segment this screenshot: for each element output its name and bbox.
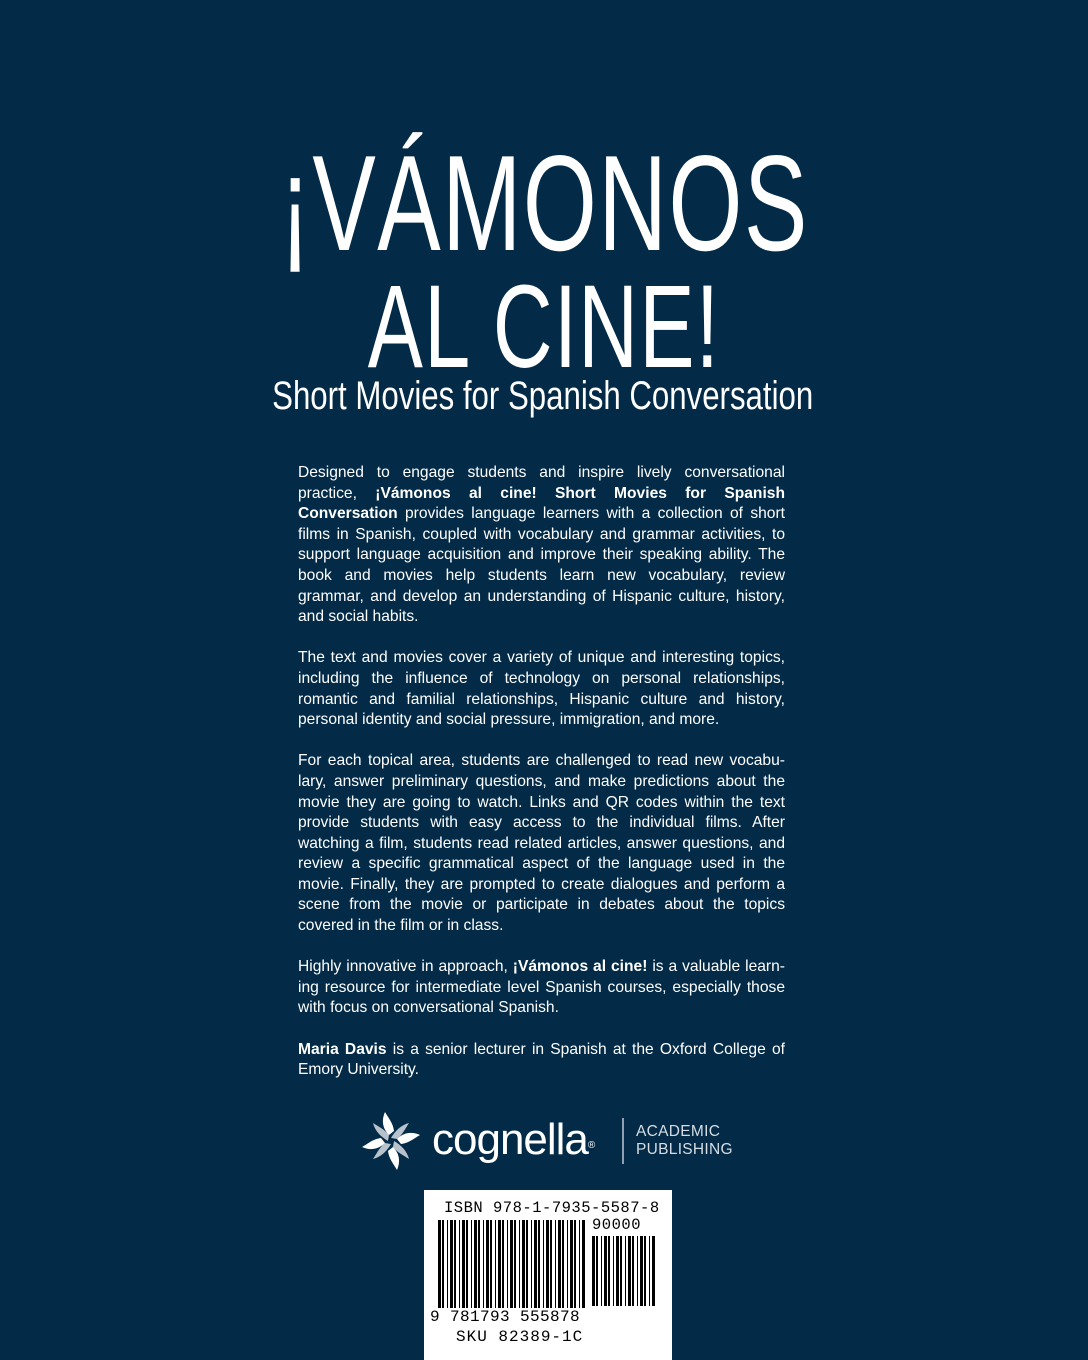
barcode-bar — [652, 1236, 655, 1306]
barcode-bar — [471, 1220, 472, 1308]
barcode-bar — [519, 1220, 520, 1308]
barcode-bar — [644, 1236, 646, 1306]
barcode-bar — [601, 1236, 602, 1306]
barcode-bar — [486, 1220, 489, 1308]
publisher-logo — [360, 1110, 740, 1172]
barcode-bar — [574, 1220, 576, 1308]
barcode-bar — [620, 1236, 622, 1306]
barcode-bar — [538, 1220, 540, 1308]
book-description — [298, 463, 785, 1081]
barcode-bar — [543, 1220, 544, 1308]
author-name: Maria Davis — [298, 1040, 387, 1058]
description-paragraph-2: The text and movies cover a variety of unique and interesting topics, including the influence of technology on personal relationships, romantic and familial relationships, Hispanic culture and history, personal identity and social pressure, immigration, and more. — [298, 649, 785, 729]
ean-barcode — [438, 1220, 588, 1312]
barcode-bar — [483, 1220, 484, 1308]
book-title-line-1: ¡VÁMONOS — [279, 127, 809, 279]
barcode-bar — [478, 1220, 480, 1308]
barcode-bar — [562, 1220, 564, 1308]
inline-book-title: ¡Vámonos al cine! Short Movies for Spanish Conversation — [298, 484, 785, 523]
ean-digits: 9 781793 555878 — [430, 1308, 581, 1326]
barcode-bar — [438, 1220, 441, 1308]
barcode-bar — [579, 1220, 580, 1308]
barcode-bar — [558, 1220, 561, 1308]
publisher-division: ACADEMIC PUBLISHING — [636, 1123, 733, 1158]
barcode-bar — [550, 1220, 552, 1308]
barcode-bar — [526, 1220, 528, 1308]
barcode-bar — [502, 1220, 504, 1308]
barcode-addon-number: 90000 — [592, 1216, 642, 1234]
barcode-bar — [450, 1220, 453, 1308]
barcode-bar — [592, 1236, 595, 1306]
isbn-text: ISBN 978-1-7935-5587-8 — [444, 1199, 660, 1217]
publisher-name: cognella® — [432, 1115, 595, 1164]
barcode-bar — [567, 1220, 568, 1308]
barcode-bar — [570, 1220, 573, 1308]
barcode-bar — [546, 1220, 549, 1308]
barcode-bar — [442, 1220, 444, 1308]
barcode-bar — [495, 1220, 496, 1308]
barcode-bar — [459, 1220, 460, 1308]
sku-text: SKU 82389-1C — [456, 1328, 584, 1346]
book-title-line-2: AL CINE! — [367, 261, 721, 393]
barcode-bar — [649, 1236, 650, 1306]
barcode-bar — [613, 1236, 614, 1306]
barcode-bar — [447, 1220, 448, 1308]
barcode-bar — [608, 1236, 610, 1306]
description-paragraph-1: Designed to engage students and inspire lively conversational practice, ¡Vámonos al cine! Short Movies for Spanish Conversation provides language learners with a collection of short films in Spanish, coupled with vocabulary and grammar activities, to support language acquisition and improve their speaking ability. The book and movies help students learn new vocabulary, review grammar, and develop an understanding of Hispanic culture, history, and social habits. — [298, 464, 785, 626]
barcode-bar — [596, 1236, 598, 1306]
inline-book-title: ¡Vámonos al cine! — [512, 958, 648, 976]
barcode-bar — [466, 1220, 468, 1308]
barcode-bar — [534, 1220, 537, 1308]
registered-mark: ® — [587, 1140, 595, 1151]
barcode-bar — [555, 1220, 556, 1308]
barcode-bar — [625, 1236, 626, 1306]
barcode-bar — [640, 1236, 643, 1306]
description-paragraph-4: Highly innovative in approach, ¡Vámonos al cine! is a valuable learning resource for intermediate level Spanish courses, especially those with focus on conversational Spanish. — [298, 958, 785, 1017]
barcode-bar — [522, 1220, 525, 1308]
description-paragraph-3: For each topical area, students are challenged to read new vocabulary, answer preliminary questions, and make predictions about the movie they are going to watch. Links and QR codes within the text provide students with easy access to the individual films. After watching a film, students read related articles, answer questions, and review a specific grammatical aspect of the language used in the movie. Finally, they are prompted to create dialogues and perform a scene from the movie or participate in debates about the topics covered in the film or in class. — [298, 752, 785, 935]
addon-barcode — [592, 1236, 660, 1308]
barcode-bar — [462, 1220, 465, 1308]
barcode-bar — [454, 1220, 456, 1308]
barcode-bar — [582, 1220, 585, 1308]
barcode-bar — [628, 1236, 631, 1306]
author-bio: Maria Davis is a senior lecturer in Spanish at the Oxford College of Emory University. — [298, 1040, 785, 1079]
book-subtitle: Short Movies for Spanish Conversation — [272, 374, 814, 418]
barcode-bar — [531, 1220, 532, 1308]
barcode-bar — [514, 1220, 516, 1308]
barcode-bar — [498, 1220, 501, 1308]
barcode-bar — [510, 1220, 513, 1308]
barcode-bar — [474, 1220, 477, 1308]
pinwheel-logo-icon — [360, 1110, 422, 1172]
barcode-bar — [490, 1220, 492, 1308]
logo-divider — [622, 1118, 624, 1164]
barcode-panel — [424, 1190, 672, 1360]
barcode-bar — [604, 1236, 607, 1306]
barcode-bar — [637, 1236, 638, 1306]
barcode-bar — [616, 1236, 619, 1306]
barcode-bar — [507, 1220, 508, 1308]
barcode-bar — [632, 1236, 634, 1306]
